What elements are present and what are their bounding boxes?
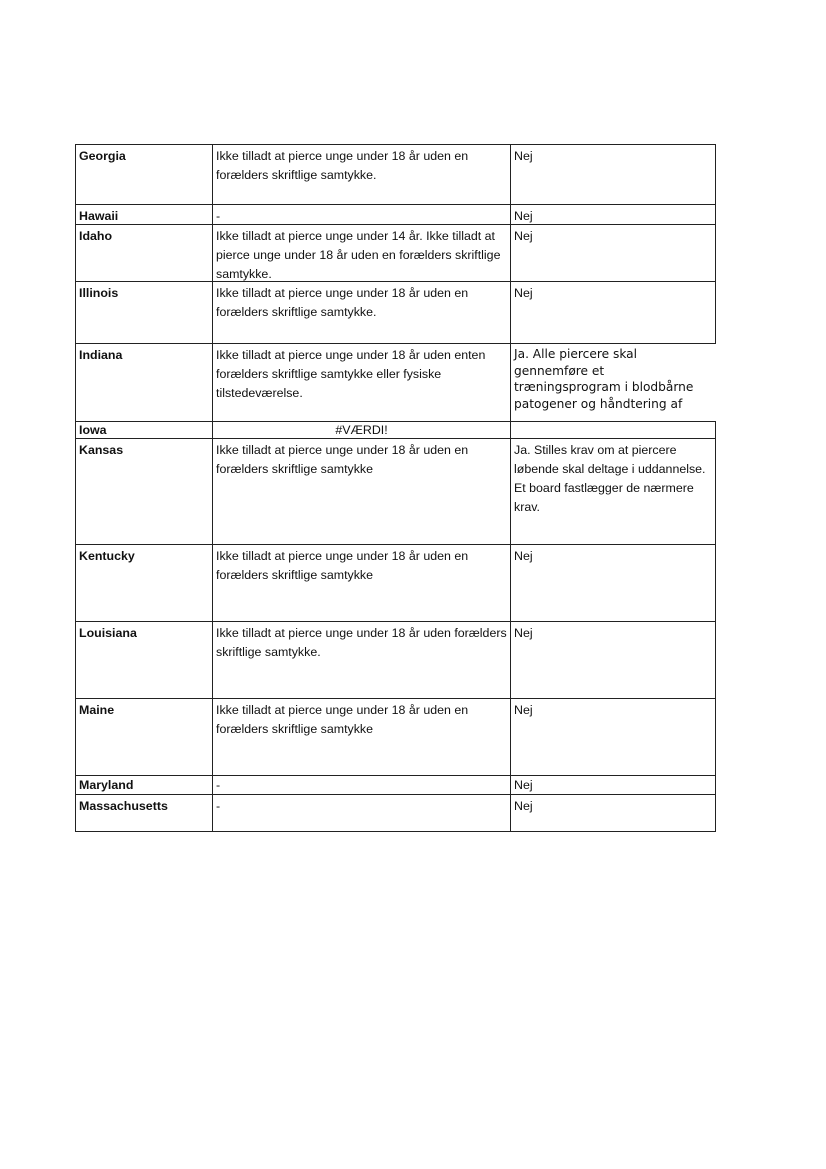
state-cell: Hawaii bbox=[76, 205, 213, 225]
requirement-line: patogener og håndtering af bbox=[514, 396, 683, 411]
rule-cell: Ikke tilladt at pierce unge under 18 år uden en forælders skriftlige samtykke bbox=[213, 699, 511, 776]
state-cell: Maine bbox=[76, 699, 213, 776]
requirement-cell: Nej bbox=[511, 699, 716, 776]
requirement-cell: Ja. Stilles krav om at piercere løbende skal deltage i uddannelse. Et board fastlægger de nærmere krav. bbox=[511, 439, 716, 545]
rule-cell: Ikke tilladt at pierce unge under 18 år uden forælders skriftlige samtykke. bbox=[213, 622, 511, 699]
rule-cell: Ikke tilladt at pierce unge under 18 år uden en forælders skriftlige samtykke. bbox=[213, 145, 511, 205]
requirement-line: gennemføre et bbox=[514, 363, 605, 378]
requirement-cell: Nej bbox=[511, 545, 716, 622]
rule-cell: - bbox=[213, 795, 511, 832]
state-cell: Iowa bbox=[76, 422, 213, 439]
state-cell: Illinois bbox=[76, 282, 213, 344]
requirement-line: træningsprogram i blodbårne bbox=[514, 380, 694, 394]
state-cell: Kansas bbox=[76, 439, 213, 545]
requirement-cell: Nej bbox=[511, 225, 716, 282]
piercing-rules-table bbox=[75, 144, 716, 832]
rule-cell: Ikke tilladt at pierce unge under 18 år uden en forælders skriftlige samtykke bbox=[213, 545, 511, 622]
requirement-cell: Nej bbox=[511, 145, 716, 205]
rule-cell: Ikke tilladt at pierce unge under 18 år uden en forælders skriftlige samtykke bbox=[213, 439, 511, 545]
requirement-cell: Nej bbox=[511, 795, 716, 832]
rule-cell: Ikke tilladt at pierce unge under 18 år uden enten forælders skriftlige samtykke eller fysiske tilstedeværelse. bbox=[213, 344, 511, 422]
rule-cell: #VÆRDI! bbox=[213, 422, 511, 439]
state-cell: Maryland bbox=[76, 776, 213, 795]
rule-cell: - bbox=[213, 205, 511, 225]
requirement-cell bbox=[511, 344, 716, 422]
requirement-cell: Nej bbox=[511, 205, 716, 225]
state-cell: Louisiana bbox=[76, 622, 213, 699]
requirement-cell: Nej bbox=[511, 622, 716, 699]
state-cell: Indiana bbox=[76, 344, 213, 422]
rule-cell: Ikke tilladt at pierce unge under 18 år uden en forælders skriftlige samtykke. bbox=[213, 282, 511, 344]
requirement-cell: Nej bbox=[511, 776, 716, 795]
state-cell: Idaho bbox=[76, 225, 213, 282]
rule-cell: Ikke tilladt at pierce unge under 14 år. Ikke tilladt at pierce unge under 18 år uden en forælders skriftlige samtykke. bbox=[213, 225, 511, 282]
state-cell: Kentucky bbox=[76, 545, 213, 622]
requirement-line: Ja. Alle piercere skal bbox=[514, 347, 638, 361]
state-cell: Massachusetts bbox=[76, 795, 213, 832]
requirement-cell: Nej bbox=[511, 282, 716, 344]
rule-cell: - bbox=[213, 776, 511, 795]
state-cell: Georgia bbox=[76, 145, 213, 205]
requirement-cell bbox=[511, 422, 716, 439]
